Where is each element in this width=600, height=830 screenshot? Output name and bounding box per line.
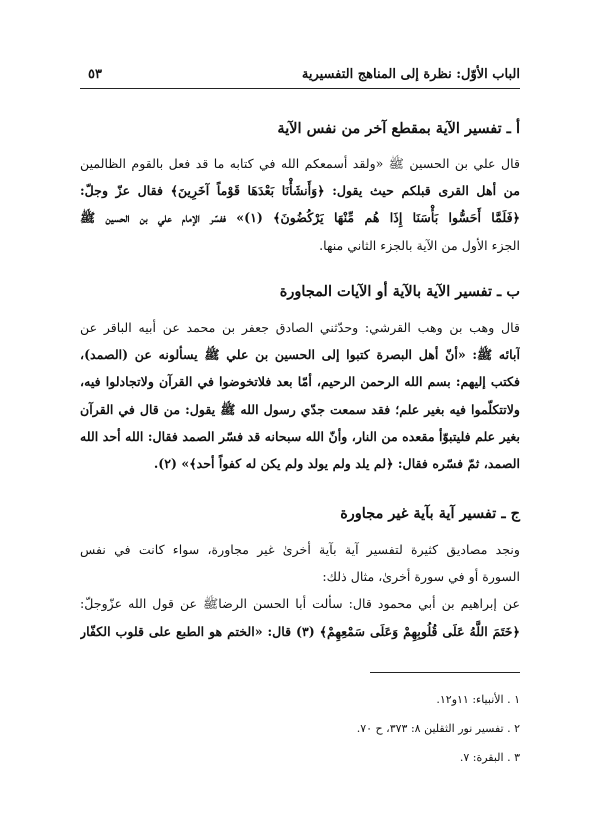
section-c-heading: ج ـ تفسير آية بآية غير مجاورة <box>340 505 520 522</box>
text-line: الجزء الأول من الآية بالجزء الثاني منها. <box>319 237 520 253</box>
text-line: ولاتتكلّموا فيه بغير علم؛ فقد سمعت جدّي رسول الله ﷺ يقول: من قال في القرآن <box>80 401 520 417</box>
header-divider <box>80 88 520 89</box>
chapter-title: الباب الأوّل: نظرة إلى المناهج التفسيرية <box>301 66 520 82</box>
text-line: من أهل القرى قبلكم حيث يقول: ﴿وَأَنشَأْنَا بَعْدَهَا قَوْماً آخَرِينَ﴾ فقال عزّ وجلّ: <box>80 183 520 199</box>
section-a-paragraph <box>80 150 520 259</box>
footnote-1: ١ . الأنبياء: ١١و١٢. <box>436 693 520 706</box>
section-c-paragraph <box>80 536 520 645</box>
text-line: بغير علم فليتبوّأ مقعده من النار، وأنّ الله سبحانه قد فسّر الصمد فقال: الله أحد الله <box>80 428 520 444</box>
text-line: فكتب إليهم: بسم الله الرحمن الرحيم، أمّا بعد فلاتخوضوا في القرآن ولاتجادلوا فيه، <box>80 374 520 390</box>
text-line: السورة أو في سورة أخرىٰ، مثال ذلك: <box>322 569 520 585</box>
text-line: عن إبراهيم بن أبي محمود قال: سألت أبا الحسن الرضاﷺ عن قول الله عزّوجلّ: <box>80 596 520 612</box>
text-line: قال علي بن الحسين ﷺ «ولقد أسمعكم الله في كتابه ما قد فعل بالقوم الظالمين <box>80 156 520 171</box>
section-b-paragraph <box>80 314 520 477</box>
text-line: الصمد، ثمّ فسّره فقال: ﴿لم يلد ولم يولد ولم يكن له كفواً أحد﴾» (٢). <box>153 456 520 472</box>
text-line: ﴿فَلَمَّا أَحَسُّوا بَأْسَنَا إِذَا هُم مِّنْهَا يَرْكُضُونَ﴾ (١)» ففسّر الإمام علي بن الحسين ﷺ <box>80 210 520 226</box>
section-a-heading: أ ـ تفسير الآية بمقطع آخر من نفس الآية <box>277 120 520 137</box>
text-line: آبائه ﷺ: «أنّ أهل البصرة كتبوا إلى الحسين بن علي ﷺ يسألونه عن (الصمد)، <box>80 347 520 363</box>
text-line: ونجد مصاديق كثيرة لتفسير آية بآية أخرىٰ غير مجاورة، سواء كانت في نفس <box>80 542 520 557</box>
running-header <box>88 62 520 86</box>
footnote-3: ٣ . البقرة: ٧. <box>459 751 520 764</box>
page-number: ٥٣ <box>88 66 102 82</box>
text-line: ﴿خَتَمَ اللَّهُ عَلَى قُلُوبِهِمْ وَعَلَى سَمْعِهِمْ﴾ (٣) قال: «الختم هو الطبع على قلوب الكفّار <box>80 623 520 639</box>
footnote-divider <box>370 672 520 673</box>
section-b-heading: ب ـ تفسير الآية بالآية أو الآيات المجاورة <box>279 283 520 300</box>
footnotes <box>80 685 520 772</box>
text-line: قال وهب بن وهب القرشي: وحدّثني الصادق جعفر بن محمد عن أبيه الباقر عن <box>80 320 520 335</box>
footnote-2: ٢ . تفسير نور الثقلين ٨: ٣٧٣، ح ٧٠. <box>356 722 520 735</box>
